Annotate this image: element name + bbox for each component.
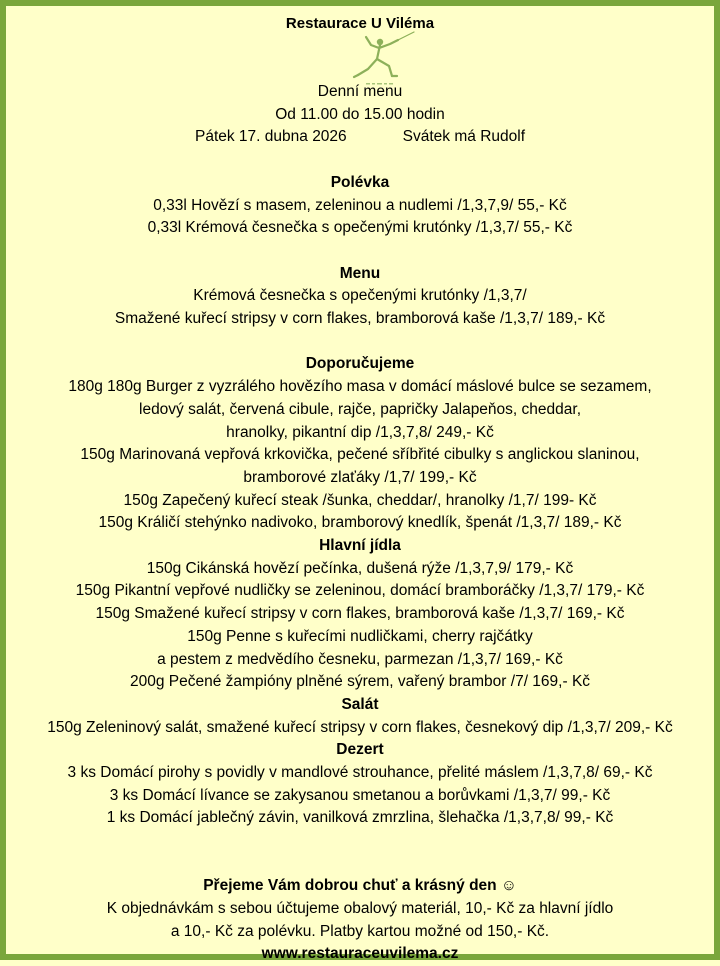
soup-heading: Polévka: [330, 173, 390, 191]
recommended-line: 150g Marinovaná vepřová krkovička, pečené sříbřité cibulky s anglickou slaninou,: [80, 446, 640, 464]
soup-item: 0,33l Hovězí s masem, zeleninou a nudlemi /1,3,7,9/ 55,- Kč: [153, 196, 567, 214]
restaurant-name: Restaurace U Viléma: [285, 15, 435, 32]
main-dishes-heading: Hlavní jídla: [319, 537, 401, 555]
wish-text: Přejeme Vám dobrou chuť a krásný den: [203, 877, 497, 895]
closing-wish: [6, 875, 714, 898]
recommended-line: bramborové zlaťáky /1,7/ 199,- Kč: [243, 468, 477, 486]
menu-heading: Menu: [339, 264, 381, 282]
main-dish-line: 150g Pikantní vepřové nudličky se zeleninou, domácí bramboráčky /1,3,7/ 179,- Kč: [75, 582, 645, 600]
date-row: [6, 126, 714, 149]
recommended-heading: Doporučujeme: [305, 355, 415, 373]
main-dish-line: 150g Cikánská hovězí pečínka, dušená rýže /1,3,7,9/ 179,- Kč: [146, 559, 574, 577]
main-dish-line: 150g Smažené kuřecí stripsy v corn flakes, bramborová kaše /1,3,7/ 169,- Kč: [95, 605, 625, 623]
main-dish-line: 150g Penne s kuřecími nudličkami, cherry rajčátky: [187, 627, 533, 645]
main-dish-line: 200g Pečené žampióny plněné sýrem, vařený brambor /7/ 169,- Kč: [129, 673, 591, 691]
menu-content: [6, 12, 714, 966]
smiley-icon: ☺: [500, 877, 517, 895]
name-day: Svátek má Rudolf: [402, 128, 526, 146]
recommended-line: hranolky, pikantní dip /1,3,7,8/ 249,- Kč: [226, 423, 494, 441]
salad-heading: Salát: [341, 695, 379, 713]
recommended-line: 150g Zapečený kuřecí steak /šunka, cheddar/, hranolky /1,7/ 199- Kč: [123, 491, 597, 509]
menu-title: Denní menu: [317, 83, 403, 100]
packaging-note: K objednávkám s sebou účtujeme obalový materiál, 10,- Kč za hlavní jídlo: [106, 899, 614, 917]
menu-item: Krémová česnečka s opečenými krutónky /1,3,7/: [193, 287, 527, 305]
menu-item: Smažené kuřecí stripsy v corn flakes, bramborová kaše /1,3,7/ 189,- Kč: [114, 310, 606, 327]
website-link[interactable]: www.restauraceuvilema.cz: [261, 945, 459, 963]
recommended-line: ledový salát, červená cibule, rajče, papričky Jalapeňos, cheddar,: [139, 400, 581, 418]
dessert-line: 3 ks Domácí pirohy s povidly v mandlové strouhance, přelité máslem /1,3,7,8/ 69,- Kč: [67, 764, 653, 782]
soup-item: 0,33l Krémová česnečka s opečenými krutónky /1,3,7/ 55,- Kč: [147, 219, 573, 237]
dessert-heading: Dezert: [336, 741, 384, 759]
dessert-line: 1 ks Domácí jablečný závin, vanilková zmrzlina, šlehačka /1,3,7,8/ 99,- Kč: [106, 809, 614, 827]
payment-note: a 10,- Kč za polévku. Platby kartou možné od 150,- Kč.: [170, 922, 550, 940]
opening-hours: Od 11.00 do 15.00 hodin: [275, 105, 445, 123]
salad-line: 150g Zeleninový salát, smažené kuřecí stripsy v corn flakes, česnekový dip /1,3,7/ 209,- Kč: [47, 718, 673, 736]
main-dish-line: a pestem z medvědího česneku, parmezan /1,3,7/ 169,- Kč: [157, 650, 563, 668]
recommended-line: 180g 180g Burger z vyzrálého hovězího masa v domácí máslové bulce se sezamem,: [68, 378, 652, 396]
dessert-line: 3 ks Domácí lívance se zakysanou smetanou a borůvkami /1,3,7/ 99,- Kč: [109, 786, 611, 804]
recommended-line: 150g Králičí stehýnko nadivoko, bramborový knedlík, špenát /1,3,7/ 189,- Kč: [98, 514, 622, 532]
menu-date: Pátek 17. dubna 2026: [194, 128, 347, 146]
